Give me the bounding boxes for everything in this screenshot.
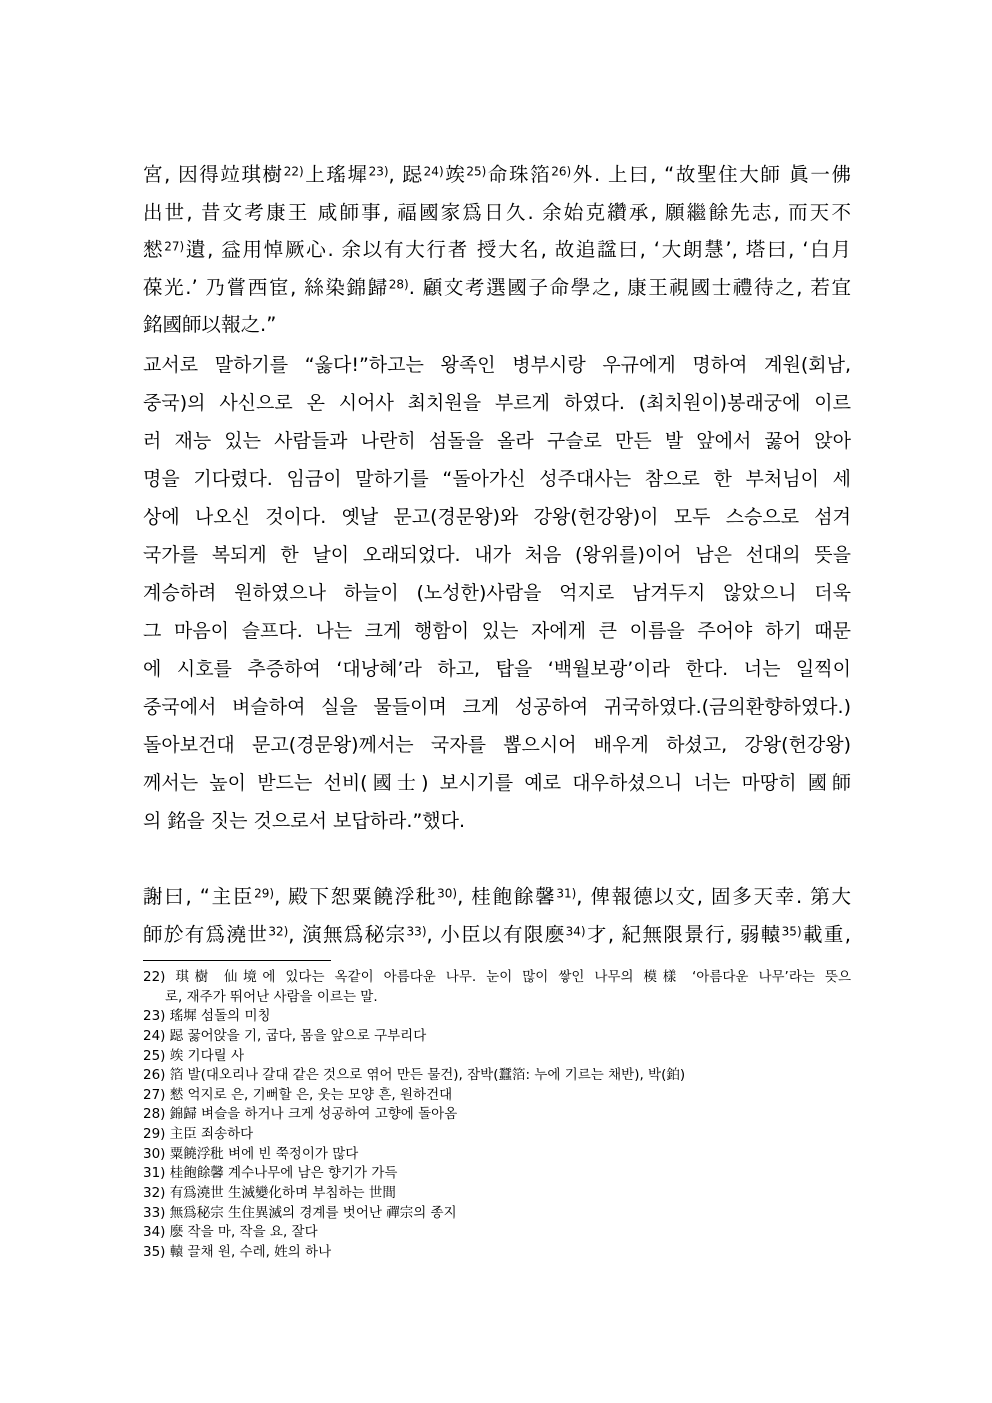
footnote-ref: 22): [283, 164, 304, 179]
text-run: , 殿下恕粟饒浮秕: [274, 885, 438, 908]
text-run: 명을 기다렸다. 임금이 말하기를 “돌아가신 성주대사는 참으로 한 부처님이 세: [143, 468, 851, 490]
footnote-item: [143, 1066, 851, 1086]
footnote-number: 32): [143, 1185, 166, 1202]
footnote-item: [143, 1164, 851, 1184]
text-line: [143, 802, 851, 840]
footnote-item: [143, 1125, 851, 1145]
footnote-number: 22): [143, 969, 166, 985]
text-run: 竢: [443, 163, 467, 186]
footnote-item: [143, 1086, 851, 1106]
footnote-ref: 33): [406, 924, 427, 939]
footnote-line: [143, 1027, 851, 1047]
text-run: 중국에서 벼슬하여 실을 물들이며 크게 성공하여 귀국하였다.(금의환향하였다.): [143, 696, 851, 718]
footnote-line: [143, 1125, 851, 1145]
footnote-text: 箔 발(대오리나 갈대 같은 것으로 엮어 만든 물건), 잠박(蠶箔: 누에 기르는 채반), 박(鉑): [169, 1067, 686, 1084]
footnote-ref: 24): [423, 164, 444, 179]
text-run: 外. 上曰, “故聖住大師 眞一佛: [571, 163, 851, 186]
footnote-ref: 30): [437, 886, 458, 901]
text-run: 중국)의 사신으로 온 시어사 최치원을 부르게 하였다. (최치원이)봉래궁에 이르: [143, 392, 851, 414]
footnote-ref: 23): [368, 164, 389, 179]
footnote-number: 29): [143, 1126, 166, 1143]
text-run: 載重,: [801, 923, 851, 946]
text-run: 師於有爲澆世: [143, 923, 269, 946]
footnote-line: [143, 1086, 851, 1106]
footnote-item: [143, 1007, 851, 1027]
text-run: 葆光.’ 乃嘗西宦, 絲染錦歸: [143, 275, 389, 299]
text-line: [143, 498, 851, 536]
text-run: , 俾報德以文, 固多天幸. 第大: [576, 885, 851, 908]
footnote-item: [143, 1105, 851, 1125]
footnote-text: 粟饒浮秕 벼에 빈 쭉정이가 많다: [169, 1145, 359, 1162]
footnote-text: 로, 재주가 뛰어난 사람을 이르는 말.: [165, 988, 378, 1005]
footnote-number: 23): [143, 1008, 166, 1025]
text-run: . 顧文考選國子命學之, 康王視國士禮待之, 若宜: [408, 275, 851, 299]
footnote-text: 憖 억지로 은, 기뻐할 은, 웃는 모양 흔, 원하건대: [169, 1086, 453, 1103]
footnote-ref: 35): [781, 924, 802, 939]
text-run: 돌아보건대 문고(경문왕)께서는 국자를 뽑으시어 배우게 하셨고, 강왕(헌강왕): [143, 734, 851, 756]
text-run: 그 마음이 슬프다. 나는 크게 행함이 있는 자에게 큰 이름을 주어야 하기 때문: [143, 620, 851, 642]
text-line: [143, 536, 851, 574]
text-run: , 跽: [388, 163, 424, 186]
footnote-text: 錦歸 벼슬을 하거나 크게 성공하여 고향에 돌아옴: [169, 1106, 458, 1123]
footnote-text: 轅 끌채 원, 수레, 姓의 하나: [169, 1243, 332, 1260]
text-run: 께서는 높이 받드는 선비(國士) 보시기를 예로 대우하셨으니 너는 마땅히 國師: [143, 772, 851, 794]
footnote-ref: 26): [551, 164, 572, 179]
footnote-number: 35): [143, 1243, 166, 1260]
footnote-number: 33): [143, 1204, 166, 1221]
text-run: 遺, 益用悼厥心. 余以有大行者 授大名, 故追諡曰, ‘大朗慧’, 塔曰, ‘白月: [184, 238, 851, 261]
text-line: [143, 194, 851, 232]
footnote-line: [143, 1047, 851, 1067]
text-line: [143, 916, 851, 954]
footnote-item: [143, 1027, 851, 1047]
text-line: [143, 650, 851, 688]
text-line: [143, 156, 851, 194]
footnote-line: [143, 1105, 851, 1125]
footnote-number: 31): [143, 1165, 166, 1182]
footnote-item: [143, 1243, 851, 1263]
footnote-item: [143, 1047, 851, 1067]
footnote-text: 瑤墀 섬돌의 미칭: [169, 1008, 271, 1025]
text-line: [143, 878, 851, 916]
text-run: 러 재능 있는 사람들과 나란히 섬돌을 올라 구슬로 만든 발 앞에서 꿇어 앉아: [143, 430, 851, 452]
text-run: 憖: [143, 238, 165, 261]
footnote-item: [143, 1145, 851, 1165]
footnote-line: [143, 968, 851, 988]
text-run: 才, 紀無限景行, 弱轅: [585, 923, 782, 946]
footnote-text: 主臣 죄송하다: [169, 1126, 254, 1143]
footnote-text: 無爲秘宗 生住異滅의 경계를 벗어난 禪宗의 종지: [169, 1204, 457, 1221]
text-run: 국가를 복되게 한 날이 오래되었다. 내가 처음 (왕위를)이어 남은 선대의 뜻을: [143, 544, 851, 566]
text-run: 謝曰, “主臣: [143, 885, 255, 908]
classical-chinese-passage-1: [143, 156, 851, 344]
footnote-line: [143, 1145, 851, 1165]
footnote-ref: 32): [268, 924, 289, 939]
text-line: [143, 574, 851, 612]
footnote-number: 28): [143, 1106, 166, 1123]
text-line: [143, 688, 851, 726]
text-line: [143, 422, 851, 460]
footnote-number: 24): [143, 1027, 166, 1044]
footnote-line: [143, 1164, 851, 1184]
footnote-line: [143, 1066, 851, 1086]
footnote-text: 有爲澆世 生滅變化하며 부침하는 世間: [169, 1185, 396, 1202]
text-run: 上瑤墀: [303, 163, 369, 186]
footnote-ref: 29): [254, 886, 275, 901]
text-run: 계승하려 원하였으나 하늘이 (노성한)사람을 억지로 남겨두지 않았으니 더욱: [143, 582, 851, 604]
text-run: , 演無爲秘宗: [288, 923, 407, 946]
footnote-line: [143, 1243, 851, 1263]
footnote-number: 34): [143, 1224, 166, 1241]
footnote-number: 25): [143, 1047, 166, 1064]
footnote-line: [143, 1007, 851, 1027]
text-line: [143, 764, 851, 802]
text-line: [143, 384, 851, 422]
text-line: [143, 612, 851, 650]
footnote-line: [143, 1204, 851, 1224]
text-line: [143, 231, 851, 269]
footnote-ref: 28): [388, 277, 409, 292]
footnote-text: 桂飽餘馨 계수나무에 남은 향기가 가득: [169, 1165, 398, 1182]
text-run: 銘國師以報之.”: [143, 313, 277, 336]
footnote-ref: 34): [565, 924, 586, 939]
text-run: 에 시호를 추증하여 ‘대낭혜’라 하고, 탑을 ‘백월보광’이라 한다. 너는 일찍이: [143, 658, 851, 680]
footnote-line: [143, 988, 851, 1008]
footnotes: [143, 968, 851, 1263]
text-run: 의 銘을 짓는 것으로서 보답하라.”했다.: [143, 810, 466, 832]
footnote-line: [143, 1184, 851, 1204]
footnote-number: 26): [143, 1067, 166, 1084]
text-run: 命珠箔: [486, 163, 552, 186]
footnote-item: [143, 1223, 851, 1243]
text-line: [143, 460, 851, 498]
text-line: [143, 306, 851, 344]
text-run: , 桂飽餘馨: [457, 885, 557, 908]
footnote-number: 27): [143, 1086, 166, 1103]
text-line: [143, 269, 851, 307]
korean-translation-paragraph: [143, 346, 851, 840]
footnote-item: [143, 1184, 851, 1204]
text-run: 상에 나오신 것이다. 옛날 문고(경문왕)와 강왕(헌강왕)이 모두 스승으로 섬겨: [143, 506, 851, 528]
text-line: [143, 346, 851, 384]
footnote-item: [143, 1204, 851, 1224]
footnote-text: 竢 기다릴 사: [169, 1047, 244, 1064]
footnote-separator: [143, 960, 331, 961]
footnote-ref: 25): [466, 164, 487, 179]
text-run: , 小臣以有限麽: [426, 923, 566, 946]
text-run: 出世, 昔文考康王 咸師事, 福國家爲日久. 余始克纘承, 願繼餘先志, 而天不: [143, 200, 851, 224]
footnote-line: [143, 1223, 851, 1243]
footnote-text: 麽 작을 마, 작을 요, 잘다: [169, 1224, 318, 1241]
text-line: [143, 726, 851, 764]
footnote-ref: 27): [164, 239, 185, 254]
footnote-number: 30): [143, 1145, 166, 1162]
text-run: 宮, 因得竝琪樹: [143, 163, 284, 186]
footnote-text: 琪樹 仙境에 있다는 옥같이 아름다운 나무. 눈이 많이 쌓인 나무의 模樣 ‘아름다운 나무’라는 뜻으: [175, 969, 851, 985]
classical-chinese-passage-2: [143, 878, 851, 954]
text-run: 교서로 말하기를 “옳다!”하고는 왕족인 병부시랑 우규에게 명하여 계원(회남,: [143, 354, 851, 376]
footnote-item: [143, 968, 851, 1007]
footnote-ref: 31): [556, 886, 577, 901]
footnote-text: 跽 꿇어앉을 기, 굽다, 몸을 앞으로 구부리다: [169, 1027, 427, 1044]
